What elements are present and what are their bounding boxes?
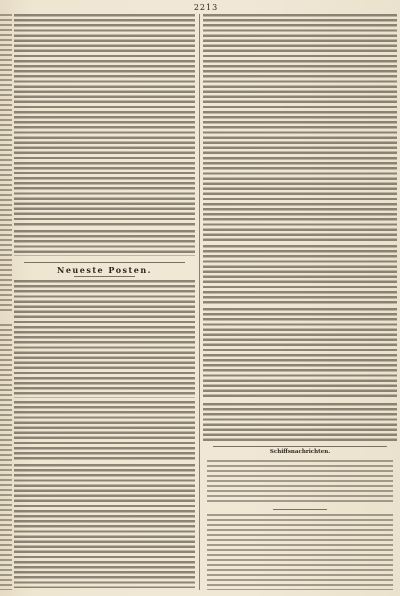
article-paragraph (14, 177, 195, 227)
article-paragraph (203, 308, 397, 400)
article-paragraph (14, 230, 195, 256)
main-column-right (203, 14, 397, 590)
subsection-heading: Schiffsnachrichten. (269, 449, 331, 455)
left-margin-column (0, 14, 12, 590)
column-rule (199, 14, 200, 590)
notice-paragraph (207, 514, 393, 590)
page-number: 2213 (193, 3, 219, 12)
article-paragraph (203, 157, 397, 242)
section-divider (24, 262, 185, 263)
article-paragraph (14, 464, 195, 588)
section-divider-short (74, 276, 135, 277)
article-paragraph (14, 14, 195, 174)
notice-paragraph (207, 460, 393, 504)
main-column-left (14, 14, 195, 590)
section-divider (213, 446, 387, 447)
text-block (0, 324, 12, 590)
article-paragraph (203, 14, 397, 154)
article-paragraph (203, 403, 397, 441)
article-paragraph (14, 401, 195, 461)
section-divider-short (273, 509, 327, 510)
article-paragraph (203, 245, 397, 305)
section-heading: Neueste Posten. (57, 265, 152, 275)
article-paragraph (14, 280, 195, 398)
text-block (0, 14, 12, 314)
